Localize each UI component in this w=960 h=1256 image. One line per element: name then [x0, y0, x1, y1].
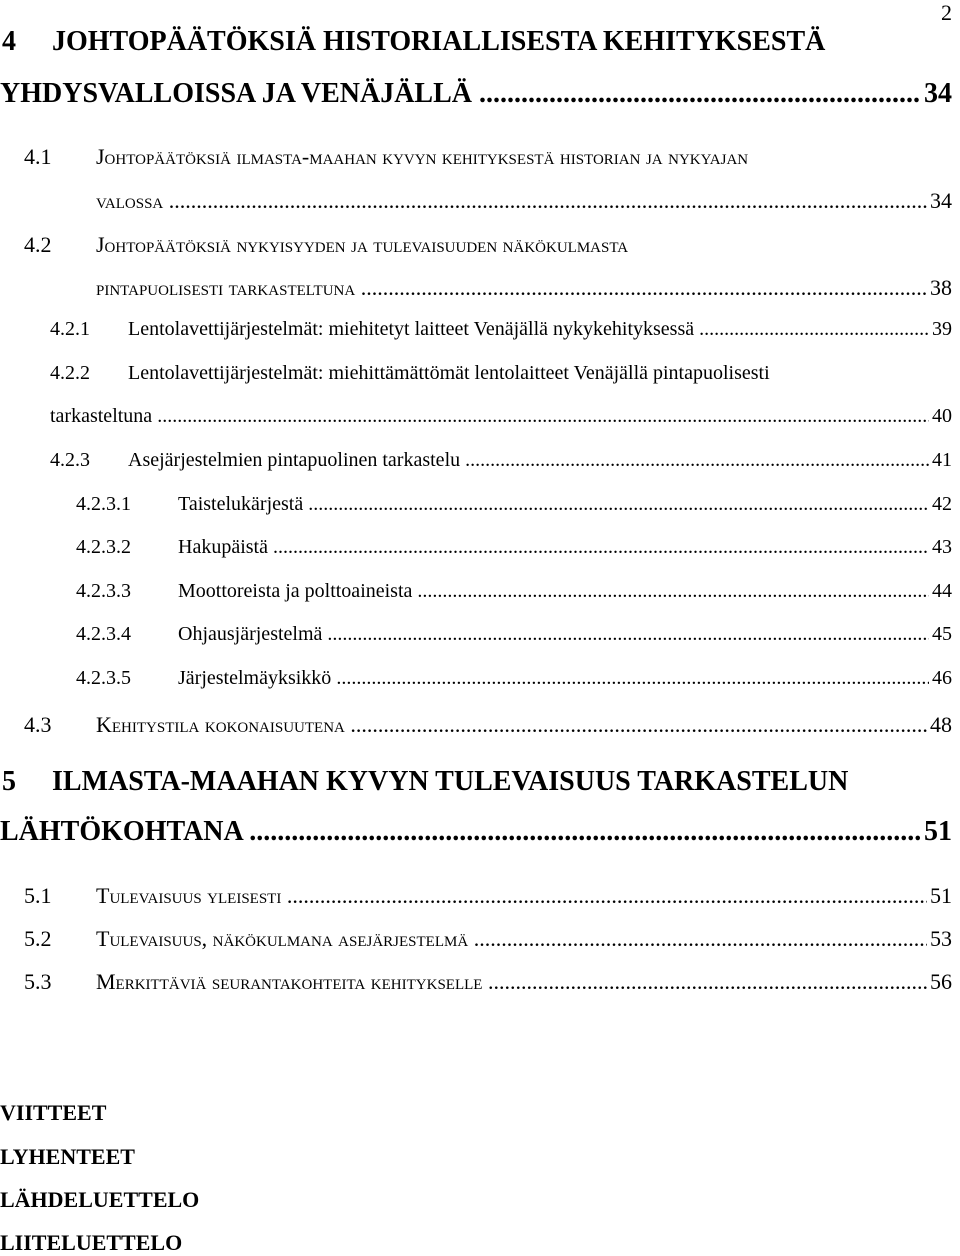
toc-section-4-2-3[interactable]: [0, 449, 952, 479]
toc-number: 5: [2, 766, 16, 797]
toc-number: 5.3: [24, 969, 52, 994]
toc-number: 4.1: [24, 144, 52, 169]
toc-leader: [50, 405, 952, 428]
toc-section-4-2-3-3[interactable]: [0, 580, 952, 610]
toc-viitteet[interactable]: VIITTEET: [0, 1100, 107, 1125]
toc-chapter-4[interactable]: [0, 26, 952, 66]
toc-title: ILMASTA-MAAHAN KYVYN TULEVAISUUS TARKASTELUN: [52, 766, 849, 797]
toc-title: Lentolavettijärjestelmät: miehittämättömät lentolaitteet Venäjällä pintapuolisesti: [128, 362, 770, 384]
toc-title: Kehitystila kokonaisuutena: [96, 712, 345, 737]
toc-title: Tulevaisuus, näkökulmana asejärjestelmä: [96, 926, 469, 951]
toc-number: 4.2: [24, 232, 52, 257]
toc-section-5-1[interactable]: [0, 883, 952, 915]
toc-title: Ohjausjärjestelmä: [178, 623, 323, 645]
toc-title: JOHTOPÄÄTÖKSIÄ HISTORIALLISESTA KEHITYKSESTÄ: [52, 26, 826, 57]
toc-page: 44: [929, 580, 952, 603]
toc-leader: [96, 712, 952, 738]
toc-number: 4.2.3.1: [76, 493, 131, 515]
toc-leader: [178, 536, 952, 559]
toc-number: 4.3: [24, 712, 52, 737]
toc-leader: [178, 667, 952, 690]
toc-section-5-3[interactable]: [0, 969, 952, 1001]
toc-page: 38: [927, 275, 952, 301]
toc-section-4-2-2[interactable]: [0, 362, 952, 392]
toc-leader: [0, 816, 952, 848]
toc-lyhenteet[interactable]: LYHENTEET: [0, 1144, 135, 1169]
toc-section-4-2-2-cont[interactable]: [0, 405, 952, 435]
toc-section-4-1[interactable]: [0, 144, 952, 176]
toc-page: 42: [929, 493, 952, 516]
toc-leader: [178, 623, 952, 646]
toc-page: 45: [929, 623, 952, 646]
toc-leader: [128, 318, 952, 341]
toc-page: 56: [927, 969, 952, 995]
toc-leader: [96, 969, 952, 995]
toc-page: 48: [927, 712, 952, 738]
toc-section-4-2-1[interactable]: [0, 318, 952, 348]
toc-title: valossa: [96, 188, 164, 213]
toc-section-4-2-cont[interactable]: [0, 275, 952, 307]
page-number: 2: [941, 0, 952, 25]
toc-page: 40: [929, 405, 952, 428]
toc-leader: [96, 275, 952, 301]
toc-number: 4.2.3.3: [76, 580, 131, 602]
toc-title: pintapuolisesti tarkasteltuna: [96, 275, 356, 300]
toc-title: Moottoreista ja polttoaineista: [178, 580, 413, 602]
toc-page: 39: [929, 318, 952, 341]
toc-chapter-5-cont[interactable]: [0, 816, 952, 856]
toc-page: 51: [927, 883, 952, 909]
toc-leader: [96, 188, 952, 214]
toc-number: 4.2.2: [50, 362, 90, 384]
toc-title: Tulevaisuus yleisesti: [96, 883, 282, 908]
toc-title: YHDYSVALLOISSA JA VENÄJÄLLÄ: [0, 78, 472, 109]
toc-title: Lentolavettijärjestelmät: miehitetyt laitteet Venäjällä nykykehityksessä: [128, 318, 695, 340]
toc-section-4-3[interactable]: [0, 712, 952, 744]
toc-number: 5.2: [24, 926, 52, 951]
toc-page: 53: [927, 926, 952, 952]
toc-leader: [96, 926, 952, 952]
toc-chapter-4-cont[interactable]: [0, 78, 952, 118]
toc-number: 4.2.3.2: [76, 536, 131, 558]
toc-page: 34: [921, 78, 952, 110]
toc-title: tarkasteltuna: [50, 405, 153, 427]
toc-liiteluettelo[interactable]: LIITELUETTELO: [0, 1230, 183, 1255]
toc-leader: [96, 883, 952, 909]
toc-section-4-2[interactable]: [0, 232, 952, 264]
toc-leader: [128, 449, 952, 472]
toc-page: 41: [929, 449, 952, 472]
toc-section-4-1-cont[interactable]: [0, 188, 952, 220]
toc-title: Merkittäviä seurantakohteita kehitykselle: [96, 969, 483, 994]
toc-page: 51: [921, 816, 952, 848]
toc-number: 4: [2, 26, 16, 57]
toc-section-5-2[interactable]: [0, 926, 952, 958]
toc-number: 5.1: [24, 883, 52, 908]
toc-section-4-2-3-1[interactable]: [0, 493, 952, 523]
toc-title: Taistelukärjestä: [178, 493, 304, 515]
toc-title: Johtopäätöksiä nykyisyyden ja tulevaisuuden näkökulmasta: [96, 232, 629, 257]
toc-title: Järjestelmäyksikkö: [178, 667, 332, 689]
toc-number: 4.2.3.5: [76, 667, 131, 689]
toc-number: 4.2.1: [50, 318, 90, 340]
toc-section-4-2-3-5[interactable]: [0, 667, 952, 697]
toc-section-4-2-3-2[interactable]: [0, 536, 952, 566]
toc-section-4-2-3-4[interactable]: [0, 623, 952, 653]
toc-number: 4.2.3.4: [76, 623, 131, 645]
toc-page: 46: [929, 667, 952, 690]
toc-title: LÄHTÖKOHTANA: [0, 816, 243, 847]
toc-lahdeluettelo[interactable]: LÄHDELUETTELO: [0, 1187, 200, 1212]
toc-title: Asejärjestelmien pintapuolinen tarkastelu: [128, 449, 461, 471]
toc-number: 4.2.3: [50, 449, 90, 471]
toc-leader: [0, 78, 952, 110]
toc-title: Johtopäätöksiä ilmasta-maahan kyvyn kehityksestä historian ja nykyajan: [96, 144, 749, 169]
toc-leader: [178, 493, 952, 516]
toc-page: 34: [927, 188, 952, 214]
toc-chapter-5[interactable]: [0, 766, 952, 806]
toc-title: Hakupäistä: [178, 536, 268, 558]
toc-page: 43: [929, 536, 952, 559]
toc-leader: [178, 580, 952, 603]
